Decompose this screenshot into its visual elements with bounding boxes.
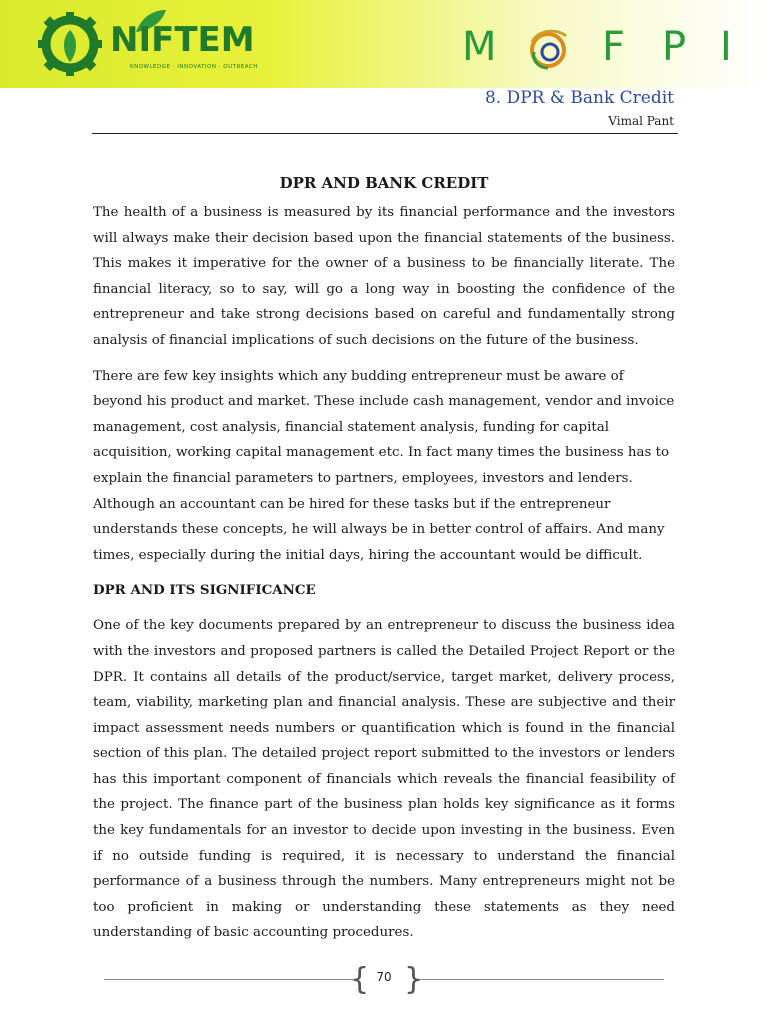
author-name: Vimal Pant <box>608 114 674 128</box>
header-divider <box>92 133 678 134</box>
mofpi-letter-p: P <box>662 24 687 70</box>
footer-divider-left <box>104 979 354 980</box>
right-brace-icon: } <box>404 962 424 997</box>
document-title: DPR AND BANK CREDIT <box>279 174 489 192</box>
paragraph: One of the key documents prepared by an entrepreneur to discuss the business idea with the investors and proposed partners is called the Detailed Project Report or the DPR. It contains all details of the product/service, target market, delivery process, team, viability, marketing plan and financial analysis. These are subjective and their impact assessment needs numbers or quantification which is found in the financial section of this plan. The detailed project report submitted to the investors or lenders has this important component of financials which reveals the financial feasibility of the project. The finance part of the business plan holds key significance as it forms the key fundamentals for an investor to decide upon investing in the business. Even if no outside funding is required, it is necessary to understand the financial performance of a business through the numbers. Many entrepreneurs might not be too proficient in making or understanding these statements as they need understanding of basic accounting procedures. <box>93 618 675 941</box>
paragraph: The health of a business is measured by its financial performance and the investors will always make their decision based upon the financial statements of the business. This makes it imperative for the owner of a business to be financially literate. The financial literacy, so to say, will go a long way in boosting the confidence of the entrepreneur and take strong decisions based on careful and fundamentally strong analysis of financial implications of such decisions on the future of the business. <box>93 205 675 348</box>
footer-divider-right <box>414 979 664 980</box>
chapter-title: 8. DPR & Bank Credit <box>484 88 674 108</box>
section-heading: DPR AND ITS SIGNIFICANCE <box>93 582 316 599</box>
document-body <box>93 170 675 956</box>
mofpi-letter-i: I <box>720 24 732 70</box>
niftem-tagline: KNOWLEDGE · INNOVATION · OUTREACH <box>130 64 258 70</box>
paragraph: There are few key insights which any budding entrepreneur must be aware of beyond his product and market. These include cash management, vendor and invoice management, cost analysis, financial statement analysis, funding for capital acquisition, working capital management etc. In fact many times the business has to explain the financial parameters to partners, employees, investors and lenders. Although an accountant can be hired for these tasks but if the entrepreneur understands these concepts, he will always be in better control of affairs. And many times, especially during the initial days, hiring the accountant would be difficult. <box>93 368 675 563</box>
left-brace-icon: { <box>350 962 370 997</box>
mofpi-emblem-icon <box>518 22 578 72</box>
mofpi-logo <box>462 22 752 72</box>
mofpi-letter-f: F <box>602 24 626 70</box>
mofpi-letter-m: M <box>462 24 497 70</box>
page-number: 70 <box>376 970 392 984</box>
niftem-logo-text: NIFTEM <box>110 20 255 60</box>
gear-icon <box>32 4 112 84</box>
niftem-logo <box>32 4 262 84</box>
